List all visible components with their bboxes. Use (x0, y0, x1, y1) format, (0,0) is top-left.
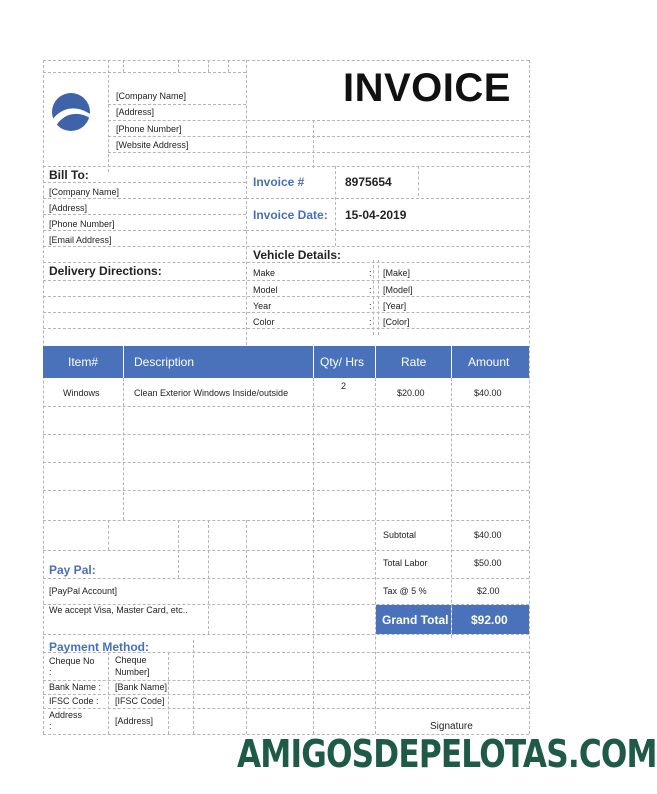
col-header-description: Description (124, 346, 313, 378)
grid-line (418, 166, 419, 196)
bank-name-value: [Bank Name] (115, 682, 168, 692)
grid-line (313, 120, 314, 168)
address-value: [Address] (115, 716, 154, 726)
invoice-date-label: Invoice Date: (253, 208, 328, 222)
grid-line (43, 434, 529, 435)
site-watermark: AMIGOSDEPELOTAS.COM (237, 732, 657, 776)
subtotal-label: Subtotal (383, 530, 417, 540)
row-qty: 2 (341, 381, 347, 391)
grid-line (313, 378, 314, 520)
grid-line (246, 230, 529, 231)
accepted-cards-note: We accept Visa, Master Card, etc.. (49, 605, 188, 615)
sheet-left-edge (43, 60, 44, 734)
grid-line (43, 280, 529, 281)
grid-line (43, 182, 246, 183)
grid-line (108, 652, 109, 734)
grid-line (43, 60, 529, 61)
col-header-qty: Qty/ Hrs (314, 346, 375, 378)
row-rate: $20.00 (397, 388, 425, 398)
grid-line (208, 520, 209, 634)
grid-line (43, 262, 529, 263)
ifsc-code-label: IFSC Code : (49, 696, 99, 706)
grid-line (43, 520, 529, 521)
grid-line (108, 104, 246, 105)
vehicle-year-sep: : (369, 301, 372, 311)
grid-line (43, 490, 529, 491)
row-description: Clean Exterior Windows Inside/outside (134, 388, 289, 398)
invoice-number-value: 8975654 (345, 175, 392, 189)
grid-line (378, 260, 379, 335)
bill-to-email: [Email Address] (49, 235, 112, 245)
vehicle-model-sep: : (369, 285, 372, 295)
company-name: [Company Name] (116, 91, 187, 101)
grid-line (43, 708, 529, 709)
grand-total-value-cell (452, 605, 529, 634)
col-header-amount: Amount (452, 346, 529, 378)
grid-line (108, 520, 109, 550)
payment-method-heading: Payment Method: (49, 640, 150, 654)
invoice-sheet (43, 60, 529, 734)
row-amount: $40.00 (474, 388, 502, 398)
grid-line (43, 634, 529, 635)
cheque-no-sep: : (49, 667, 52, 677)
vehicle-year-value: [Year] (383, 301, 407, 311)
bill-to-phone: [Phone Number] (49, 219, 115, 229)
bill-to-company: [Company Name] (49, 187, 120, 197)
subtotal-value: $40.00 (474, 530, 502, 540)
vehicle-model-value: [Model] (383, 285, 413, 295)
grid-line (373, 260, 374, 335)
address-sep: : (49, 721, 52, 731)
cheque-no-label: Cheque No (49, 656, 95, 666)
col-header-item: Item# (43, 346, 123, 378)
company-phone: [Phone Number] (116, 124, 182, 134)
grid-line (451, 378, 452, 638)
grid-line (246, 198, 529, 199)
grid-line (43, 198, 246, 199)
grand-total-label-cell (376, 605, 451, 634)
vehicle-color-sep: : (369, 317, 372, 327)
ifsc-code-value: [IFSC Code] (115, 696, 165, 706)
cheque-no-value: Cheque (115, 655, 147, 665)
total-labor-label: Total Labor (383, 558, 428, 568)
grid-line (108, 152, 529, 153)
delivery-directions-heading: Delivery Directions: (49, 264, 162, 278)
paypal-account: [PayPal Account] (49, 586, 118, 596)
grid-line (43, 694, 529, 695)
vehicle-details-heading: Vehicle Details: (253, 248, 342, 262)
grid-line (108, 120, 529, 121)
company-address: [Address] (116, 107, 155, 117)
company-logo-icon (51, 92, 91, 132)
grid-line (178, 520, 179, 578)
grid-line (208, 60, 209, 72)
tax-label: Tax @ 5 % (383, 586, 427, 596)
invoice-number-label: Invoice # (253, 175, 305, 189)
vehicle-make-label: Make (253, 268, 276, 278)
grid-line (168, 652, 169, 734)
signature-label: Signature (430, 721, 473, 732)
address-label: Address (49, 710, 83, 720)
vehicle-make-value: [Make] (383, 268, 411, 278)
grid-line (43, 246, 529, 247)
grid-line (228, 60, 229, 72)
grid-line (43, 406, 529, 407)
vehicle-year-label: Year (253, 301, 272, 311)
vehicle-color-value: [Color] (383, 317, 410, 327)
invoice-date-value: 15-04-2019 (345, 208, 407, 222)
grand-total-label: Grand Total (382, 613, 449, 627)
vehicle-make-sep: : (369, 268, 372, 278)
grid-line (193, 640, 194, 734)
grid-line (246, 520, 247, 734)
grid-line (123, 60, 124, 72)
grid-line (43, 72, 246, 73)
grid-line (43, 296, 529, 297)
grid-line (246, 60, 247, 345)
grid-line (43, 328, 529, 329)
grid-line (43, 462, 529, 463)
grid-line (43, 166, 529, 167)
paypal-heading: Pay Pal: (49, 563, 96, 577)
grid-line (178, 60, 179, 72)
bill-to-address: [Address] (49, 203, 88, 213)
grid-line (123, 378, 124, 520)
col-header-rate: Rate (376, 346, 451, 378)
vehicle-color-label: Color (253, 317, 275, 327)
sheet-right-edge (529, 60, 530, 734)
cheque-no-value-line2: Number] (115, 667, 150, 677)
grid-line (335, 166, 336, 246)
grid-line (313, 520, 314, 734)
vehicle-model-label: Model (253, 285, 278, 295)
grid-line (43, 680, 529, 681)
grid-line (43, 230, 246, 231)
bank-name-label: Bank Name : (49, 682, 102, 692)
grid-line (108, 60, 109, 172)
grid-line (43, 578, 529, 579)
grid-line (43, 312, 529, 313)
bill-to-heading: Bill To: (49, 168, 89, 182)
total-labor-value: $50.00 (474, 558, 502, 568)
invoice-title: INVOICE (343, 66, 511, 110)
grid-line (108, 136, 529, 137)
grid-line (43, 214, 246, 215)
company-website: [Website Address] (116, 140, 189, 150)
grand-total-value: $92.00 (471, 613, 508, 627)
tax-value: $2.00 (477, 586, 500, 596)
grid-line (43, 550, 529, 551)
row-item: Windows (63, 388, 100, 398)
